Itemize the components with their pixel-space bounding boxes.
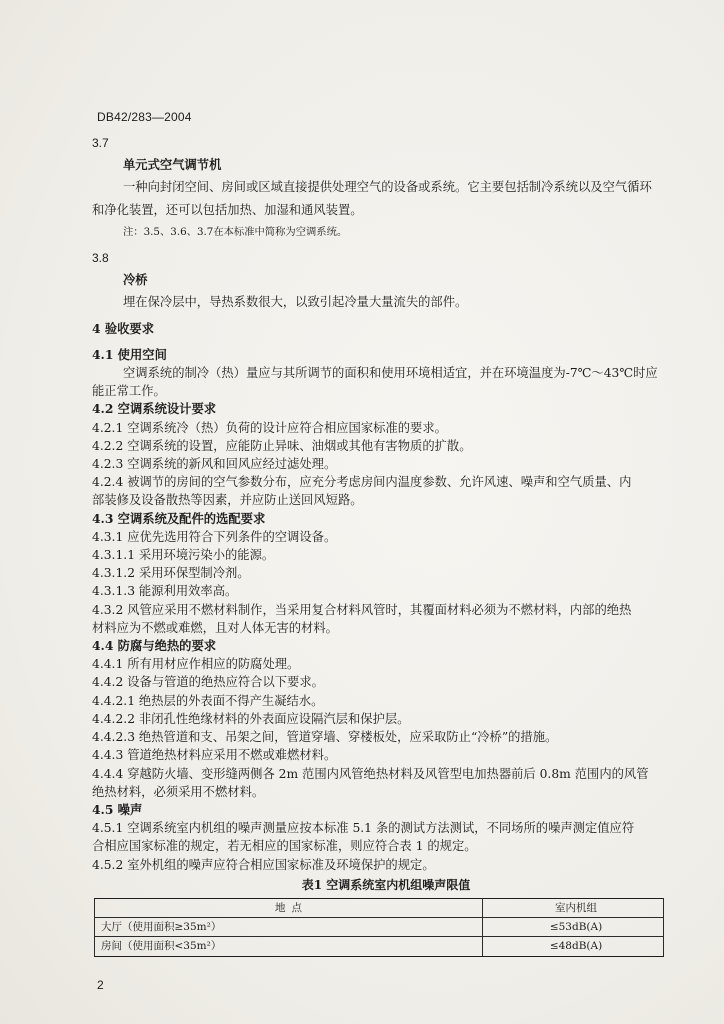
clause: 4.4.2.2 非闭孔性绝缘材料的外表面应设隔汽层和保护层。	[92, 711, 410, 726]
clause: 4.4.1 所有用材应作相应的防腐处理。	[92, 657, 300, 672]
clause: 4.3.1 应优先选用符合下列条件的空调设备。	[92, 529, 337, 544]
noise-limit-table	[94, 898, 664, 957]
table-cell-location: 大厅（使用面积≥35m²）	[95, 918, 483, 937]
section-number: 3.8	[92, 251, 109, 266]
table-row	[95, 937, 664, 956]
clause: 4.3.1.2 采用环保型制冷剂。	[92, 566, 250, 581]
clause: 4.4.4 穿越防火墙、变形缝两侧各 2m 范围内风管绝热材料及风管型电加热器前后 0.8m 范围内的风管	[92, 766, 649, 781]
clause-continued: 材料应为不燃或难燃，且对人体无害的材料。	[92, 620, 338, 635]
section-heading: 4.2 空调系统设计要求	[92, 401, 217, 417]
definition-text: 一种向封闭空间、房间或区域直接提供处理空气的设备或系统。它主要包括制冷系统以及空气循环	[123, 180, 652, 195]
term-heading: 单元式空气调节机	[123, 157, 222, 173]
column-header-location: 地点	[95, 898, 483, 917]
section-heading: 4.1 使用空间	[92, 346, 167, 362]
table-cell-location: 房间（使用面积<35m²）	[95, 937, 483, 956]
clause: 4.4.2 设备与管道的绝热应符合以下要求。	[92, 675, 324, 690]
section-heading: 4.5 噪声	[92, 801, 143, 817]
clause: 4.3.1.3 能源利用效率高。	[92, 584, 238, 599]
clause: 4.2.3 空调系统的新风和回风应经过滤处理。	[92, 457, 337, 472]
clause: 4.2.4 被调节的房间的空气参数分布，应充分考虑房间内温度参数、允许风速、噪声和空气质量、内	[92, 475, 632, 490]
column-header-indoor-unit: 室内机组	[483, 898, 664, 917]
table-cell-limit: ≤53dB(A)	[483, 918, 664, 937]
clause: 4.5.2 室外机组的噪声应符合相应国家标准及环境保护的规定。	[92, 857, 435, 872]
section-heading: 4.4 防腐与绝热的要求	[92, 638, 217, 654]
document-code: DB42/283—2004	[97, 110, 192, 124]
clause-continued: 部装修及设备散热等因素，并应防止送回风短路。	[92, 493, 363, 508]
clause: 4.4.2.1 绝热层的外表面不得产生凝结水。	[92, 693, 324, 708]
clause: 4.3.1.1 采用环境污染小的能源。	[92, 548, 275, 563]
clause: 4.4.2.3 绝热管道和支、吊架之间，管道穿墙、穿楼板处，应采取防止“冷桥”的措施。	[92, 730, 558, 745]
chapter-heading: 4 验收要求	[92, 320, 155, 336]
paragraph: 空调系统的制冷（热）量应与其所调节的面积和使用环境相适宜，并在环境温度为-7℃～43℃时应	[123, 366, 658, 381]
table-cell-limit: ≤48dB(A)	[483, 937, 664, 956]
clause-continued: 绝热材料，必须采用不燃材料。	[92, 784, 265, 799]
table-title: 表1 空调系统室内机组噪声限值	[301, 877, 471, 892]
table-header-row	[95, 898, 664, 917]
clause: 4.2.1 空调系统冷（热）负荷的设计应符合相应国家标准的要求。	[92, 420, 447, 435]
clause: 4.2.2 空调系统的设置，应能防止异味、油烟或其他有害物质的扩散。	[92, 438, 472, 453]
clause: 4.3.2 风管应采用不燃材料制作，当采用复合材料风管时，其覆面材料必须为不燃材料，内部的绝热	[92, 602, 632, 617]
table-row	[95, 918, 664, 937]
definition-text: 埋在保冷层中，导热系数很大，以致引起冷量大量流失的部件。	[123, 295, 468, 310]
section-heading: 4.3 空调系统及配件的选配要求	[92, 510, 266, 526]
note-text: 注：3.5、3.6、3.7在本标准中简称为空调系统。	[123, 225, 348, 238]
term-heading: 冷桥	[123, 272, 148, 288]
definition-text-continued: 和净化装置，还可以包括加热、加湿和通风装置。	[92, 202, 363, 217]
section-number: 3.7	[92, 136, 109, 150]
document-body	[92, 134, 680, 957]
clause-continued: 合相应国家标准的规定，若无相应的国家标准，则应符合表 1 的规定。	[92, 839, 477, 854]
page-number: 2	[97, 978, 104, 992]
paragraph-continued: 能正常工作。	[92, 384, 166, 399]
clause: 4.5.1 空调系统室内机组的噪声测量应按本标准 5.1 条的测试方法测试，不同场所的噪声测定值应符	[92, 821, 635, 836]
clause: 4.4.3 管道绝热材料应采用不燃或难燃材料。	[92, 748, 337, 763]
